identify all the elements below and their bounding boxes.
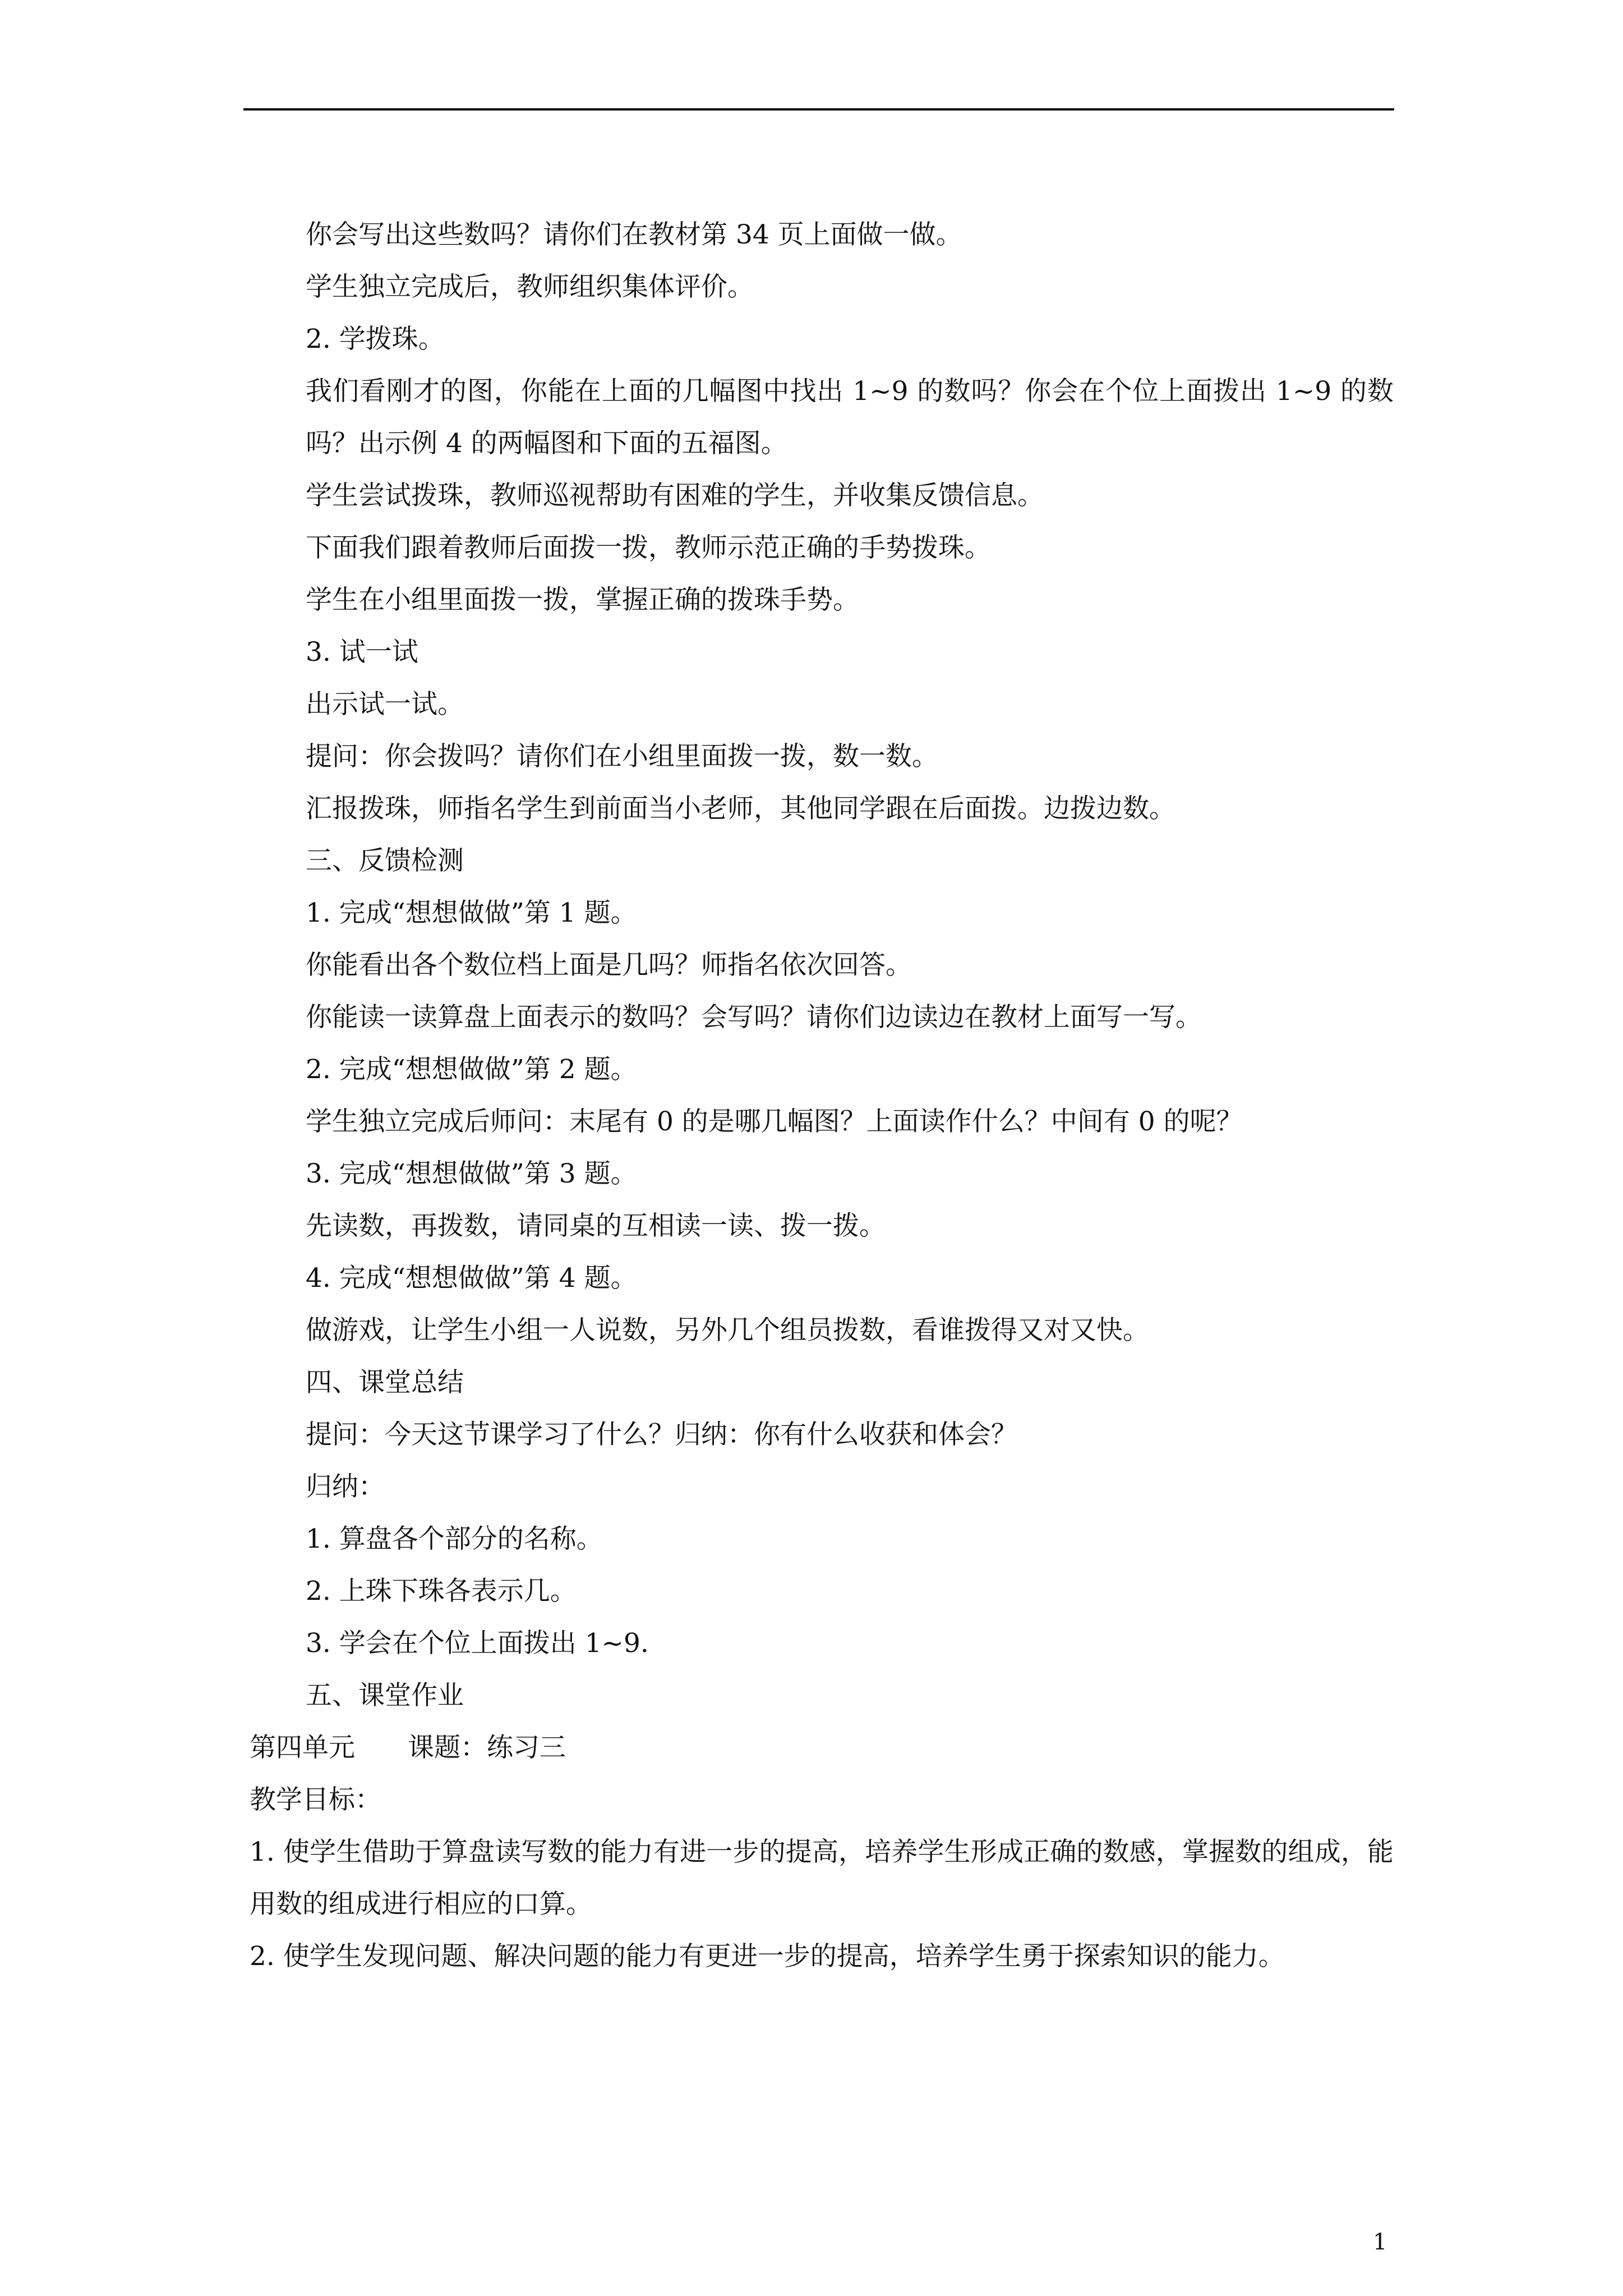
paragraph: 2. 完成“想想做做”第 2 题。	[306, 1054, 637, 1085]
paragraph: 1. 使学生借助于算盘读写数的能力有进一步的提高，培养学生形成正确的数感，掌握数的组成，能用数的组成进行相应的口算。	[250, 1837, 1394, 1920]
paragraph: 我们看刚才的图，你能在上面的几幅图中找出 1~9 的数吗？你会在个位上面拨出 1~9 的数吗？出示例 4 的两幅图和下面的五福图。	[306, 376, 1394, 459]
paragraph: 学生尝试拨珠，教师巡视帮助有困难的学生，并收集反馈信息。	[306, 480, 1044, 511]
paragraph: 三、反馈检测	[306, 845, 464, 876]
paragraph: 3. 完成“想想做做”第 3 题。	[306, 1158, 637, 1189]
paragraph: 你能看出各个数位档上面是几吗？师指名依次回答。	[306, 950, 912, 981]
page-number: 1	[1373, 2229, 1387, 2255]
paragraph: 归纳：	[306, 1471, 385, 1502]
paragraph: 学生独立完成后师问：末尾有 0 的是哪几幅图？上面读作什么？中间有 0 的呢？	[306, 1106, 1243, 1137]
paragraph: 4. 完成“想想做做”第 4 题。	[306, 1263, 637, 1294]
paragraph: 2. 上珠下珠各表示几。	[306, 1576, 577, 1607]
paragraph: 四、课堂总结	[306, 1367, 464, 1398]
paragraph: 你能读一读算盘上面表示的数吗？会写吗？请你们边读边在教材上面写一写。	[306, 1002, 1202, 1033]
paragraph: 2. 使学生发现问题、解决问题的能力有更进一步的提高，培养学生勇于探索知识的能力。	[250, 1941, 1285, 1972]
paragraph: 3. 学会在个位上面拨出 1~9.	[306, 1628, 649, 1659]
paragraph: 先读数，再拨数，请同桌的互相读一读、拨一拨。	[306, 1211, 886, 1241]
paragraph: 2. 学拨珠。	[306, 324, 445, 355]
paragraph: 1. 算盘各个部分的名称。	[306, 1524, 603, 1554]
paragraph: 做游戏，让学生小组一人说数，另外几个组员拨数，看谁拨得又对又快。	[306, 1315, 1149, 1346]
header-rule	[243, 108, 1394, 111]
paragraph: 出示试一试。	[306, 689, 464, 720]
paragraph: 第四单元 课题：练习三	[250, 1732, 566, 1763]
paragraph: 你会写出这些数吗？请你们在教材第 34 页上面做一做。	[306, 219, 962, 250]
paragraph: 3. 试一试	[306, 637, 418, 668]
paragraph: 1. 完成“想想做做”第 1 题。	[306, 898, 637, 928]
paragraph: 学生独立完成后，教师组织集体评价。	[306, 272, 754, 302]
paragraph: 下面我们跟着教师后面拨一拨，教师示范正确的手势拨珠。	[306, 532, 991, 563]
paragraph: 提问：你会拨吗？请你们在小组里面拨一拨，数一数。	[306, 741, 938, 772]
paragraph: 教学目标：	[250, 1784, 381, 1815]
document-body	[250, 209, 1394, 1982]
paragraph: 汇报拨珠，师指名学生到前面当小老师，其他同学跟在后面拨。边拨边数。	[306, 793, 1175, 824]
paragraph: 学生在小组里面拨一拨，掌握正确的拨珠手势。	[306, 585, 859, 615]
paragraph: 提问：今天这节课学习了什么？归纳：你有什么收获和体会？	[306, 1419, 1017, 1450]
paragraph: 五、课堂作业	[306, 1680, 464, 1711]
